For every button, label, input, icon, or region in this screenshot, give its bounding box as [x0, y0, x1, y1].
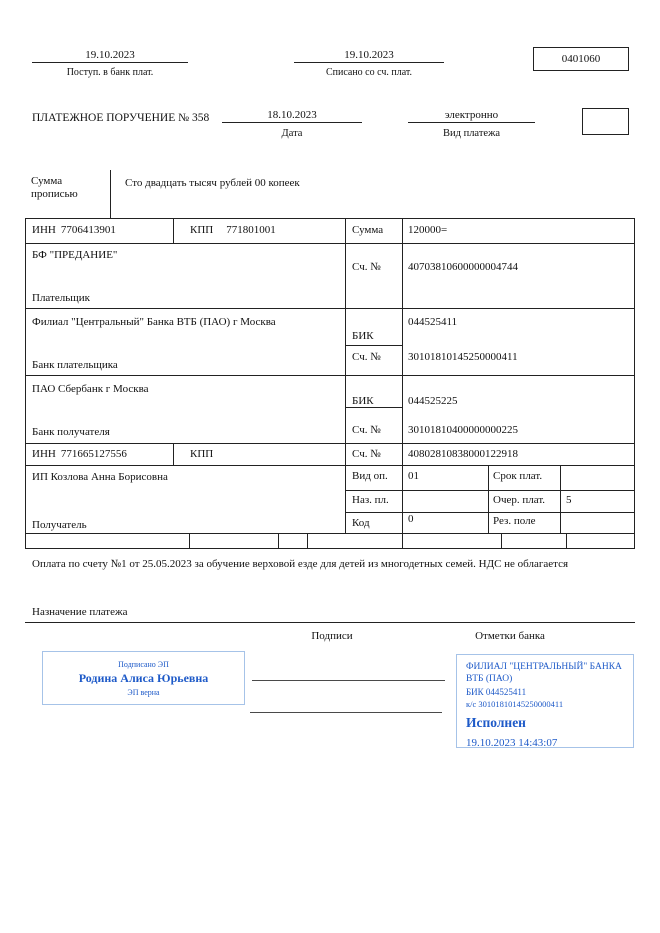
bank-stamp-corr-account: к/с 30101810145250000411 [466, 698, 564, 709]
date-label: Дата [281, 128, 303, 139]
payee-name: ИП Козлова Анна Борисовна [32, 471, 168, 483]
table-border [634, 218, 635, 548]
table-border [345, 512, 635, 513]
payee-bank-account-label: Сч. № [352, 424, 381, 436]
kod-label: Код [352, 517, 370, 529]
received-label: Поступ. в банк плат. [66, 67, 154, 78]
table-border [566, 533, 567, 548]
payee-account-label: Сч. № [352, 448, 381, 460]
date-field [222, 109, 362, 123]
bank-stamp-datetime: 19.10.2023 14:43:07 [466, 736, 558, 749]
payee-kpp [190, 448, 226, 461]
table-border [25, 533, 635, 534]
table-border [25, 218, 26, 548]
signature-stamp-line2: ЭП верна [127, 687, 160, 697]
table-border [25, 548, 635, 549]
payer-bank-bik-label: БИК [352, 330, 374, 342]
table-border [501, 533, 502, 548]
payee-bank-name: ПАО Сбербанк г Москва [32, 383, 149, 395]
document-title: ПЛАТЕЖНОЕ ПОРУЧЕНИЕ № 358 [32, 112, 210, 124]
table-border [345, 345, 402, 346]
payment-kind-field [408, 109, 535, 123]
purpose-label: Назначение платежа [32, 606, 128, 618]
ocher-plat-label: Очер. плат. [493, 494, 546, 506]
payee-kpp-label: КПП [190, 448, 214, 460]
table-border [488, 465, 489, 533]
table-border [278, 533, 279, 548]
bank-stamp [456, 654, 634, 748]
payer-kpp-value: 771801001 [226, 224, 276, 236]
form-code-box [533, 47, 629, 71]
payer-bank-name: Филиал "Центральный" Банка ВТБ (ПАО) г Москва [32, 316, 276, 328]
payer-bank-account-label: Сч. № [352, 351, 381, 363]
table-border [25, 243, 635, 244]
purpose-text: Оплата по счету №1 от 25.05.2023 за обучение верховой езде для детей из многодетных семей. НДС не облагается [32, 558, 569, 570]
signature-stamp-line1: Подписано ЭП [118, 659, 169, 669]
sum-value: 120000= [408, 224, 448, 236]
priority-box [582, 108, 629, 135]
table-border [345, 218, 346, 533]
payee-bank-bik-value: 044525225 [408, 395, 458, 407]
table-border [189, 533, 190, 548]
signature-line [250, 712, 442, 713]
vid-op-label: Вид оп. [352, 470, 388, 482]
srok-plat-label: Срок плат. [493, 470, 543, 482]
sum-label: Сумма [352, 224, 384, 236]
payee-inn-label: ИНН [32, 448, 56, 460]
signature-stamp-name: Родина Алиса Юрьевна [78, 670, 209, 685]
received-date-field [32, 49, 188, 63]
bank-stamp-bik: БИК 044525411 [466, 686, 527, 697]
payer-inn-label: ИНН [32, 224, 56, 236]
table-border [173, 218, 174, 243]
payer-kpp [190, 224, 276, 237]
amount-words-label: Сумма прописью [31, 175, 78, 200]
signatures-label: Подписи [311, 630, 353, 642]
payee-bank-account-value: 30101810400000000225 [408, 424, 518, 436]
table-border [25, 375, 635, 376]
date-value: 18.10.2023 [267, 109, 317, 121]
payer-bank-bik-value: 044525411 [408, 316, 458, 328]
table-border [402, 218, 403, 533]
table-border [402, 533, 403, 548]
payer-account-label: Сч. № [352, 261, 381, 273]
kod-value: 0 [408, 513, 414, 525]
payer-inn [32, 224, 116, 237]
vid-op-value: 01 [408, 470, 419, 482]
payment-kind-value: электронно [444, 109, 499, 121]
signature-stamp [42, 651, 245, 705]
bank-stamp-status: Исполнен [466, 714, 526, 730]
payee-bank-bik-label: БИК [352, 395, 374, 407]
table-border [345, 490, 635, 491]
table-border [25, 218, 635, 219]
payee-bank-role-label: Банк получателя [32, 426, 110, 438]
payer-bank-role-label: Банк плательщика [32, 359, 118, 371]
form-code: 0401060 [561, 53, 601, 65]
ocher-plat-value: 5 [566, 494, 572, 506]
payer-bank-account-value: 30101810145250000411 [408, 351, 518, 363]
table-border [173, 443, 174, 465]
payee-inn [32, 448, 127, 461]
payee-inn-value: 771665127556 [60, 448, 127, 460]
table-border [307, 533, 308, 548]
table-border [110, 170, 111, 218]
bank-marks-label: Отметки банка [475, 630, 545, 642]
table-border [25, 443, 635, 444]
payer-account-value: 40703810600000004744 [408, 261, 518, 273]
debited-date-field [294, 49, 444, 63]
payee-account-value: 40802810838000122918 [408, 448, 518, 460]
purpose-underline [25, 622, 635, 623]
table-border [25, 308, 635, 309]
naz-pl-label: Наз. пл. [352, 494, 389, 506]
table-border [560, 465, 561, 533]
payer-kpp-label: КПП [190, 224, 214, 236]
bank-stamp-bank-name: ФИЛИАЛ "ЦЕНТРАЛЬНЫЙ" БАНКА ВТБ (ПАО) [466, 662, 622, 684]
signature-line [252, 680, 445, 681]
table-border [25, 465, 635, 466]
debited-label: Списано со сч. плат. [325, 67, 413, 78]
payer-inn-value: 7706413901 [60, 224, 116, 236]
payment-kind-label: Вид платежа [442, 128, 500, 139]
payee-role-label: Получатель [32, 519, 87, 531]
payer-role-label: Плательщик [32, 292, 90, 304]
rez-pole-label: Рез. поле [493, 515, 536, 527]
debited-date: 19.10.2023 [344, 49, 394, 61]
payer-name: БФ "ПРЕДАНИЕ" [32, 249, 118, 261]
amount-words-value: Сто двадцать тысяч рублей 00 копеек [125, 177, 300, 189]
received-date: 19.10.2023 [85, 49, 135, 61]
